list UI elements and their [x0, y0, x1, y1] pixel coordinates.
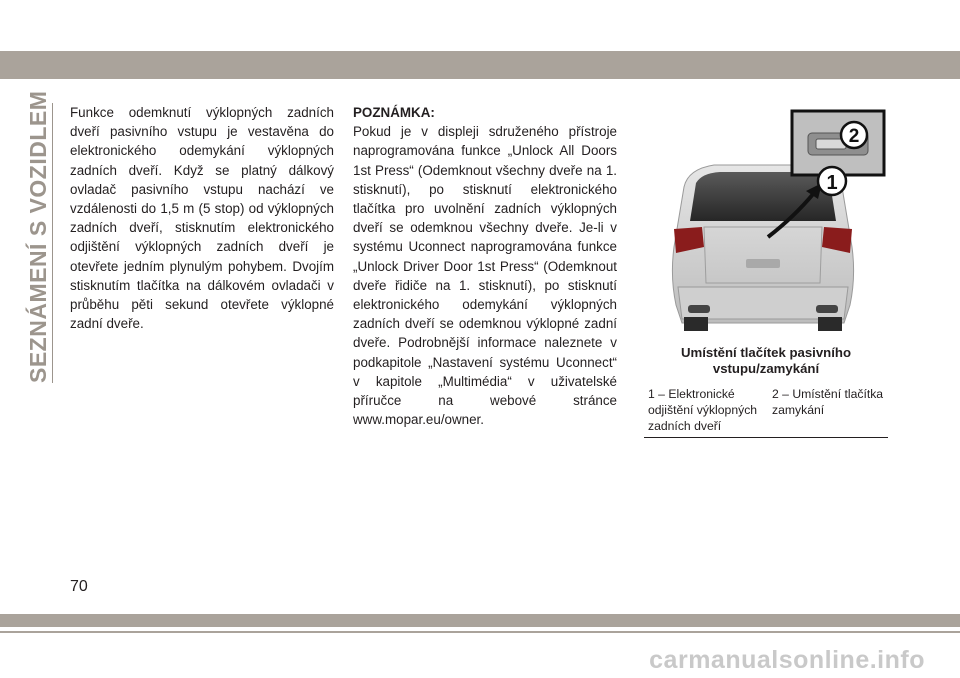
- watermark-area: [0, 638, 960, 678]
- note-paragraph: Pokud je v displeji sdruženého přístroje naprogramována funkce „Unlock All Doors 1st Press“ (Odemknout všechny dveře na 1. stisknutí), po stisknutí elektronického tlačítka pro uvolnění zadních výklopných dveří se odemknou všechny dveře. Je-li v systému Uconnect naprogramována funkce „Unlock Driver Door 1st Press“ (Odemknout dveře řidiče na 1. stisknutí), po stisknutí elektronického odemykání výklopných zadních dveří se odemknou výklopné zadní dveře. Podrobnější informace naleznete v podkapitole „Nastavení systému Uconnect“ v kapitole „Multimédia“ v uživatelské příručce na webové stránce www.mopar.eu/owner.: [353, 124, 617, 428]
- footer-line: [0, 631, 960, 633]
- legend-item-1: 1 – Elektronické odjištění výklopných zadních dveří: [648, 387, 758, 433]
- car-rear-illustration: [644, 107, 888, 335]
- figure-caption: Umístění tlačítek pasivního vstupu/zamykání: [680, 345, 852, 376]
- page-number: 70: [70, 578, 88, 595]
- section-title: SEZNÁMENÍ S VOZIDLEM: [25, 90, 51, 383]
- header-band: [0, 51, 960, 79]
- body-column-2: [353, 103, 617, 429]
- body-paragraph: Funkce odemknutí výklopných zadních dveří pasivního vstupu je vestavěna do elektronického odemykání výklopných zadních dveří. Když se platný dálkový ovladač pasivního vstupu nachází ve vzdálenosti do 1,5 m (5 stop) od výklopných zadních dveří, stisknutím elektronického odjištění výklopných zadních dveří je otevřete jedním plynulým pohybem. Dvojím stisknutím tlačítka na dálkovém ovladači v průběhu pěti sekund otevřete výklopné zadní dveře.: [70, 105, 334, 332]
- watermark-text: carmanualsonline.info: [649, 646, 925, 674]
- car-rear-svg: [644, 107, 888, 335]
- note-title: POZNÁMKA:: [353, 105, 435, 120]
- callout-2: 2: [848, 126, 860, 147]
- section-rule: [52, 103, 53, 383]
- legend-divider: [644, 437, 888, 438]
- body-column-1: [70, 103, 334, 333]
- legend-item-2: 2 – Umístění tlačítka zamykání: [772, 387, 884, 417]
- footer-band: [0, 614, 960, 627]
- callout-1: 1: [826, 172, 838, 194]
